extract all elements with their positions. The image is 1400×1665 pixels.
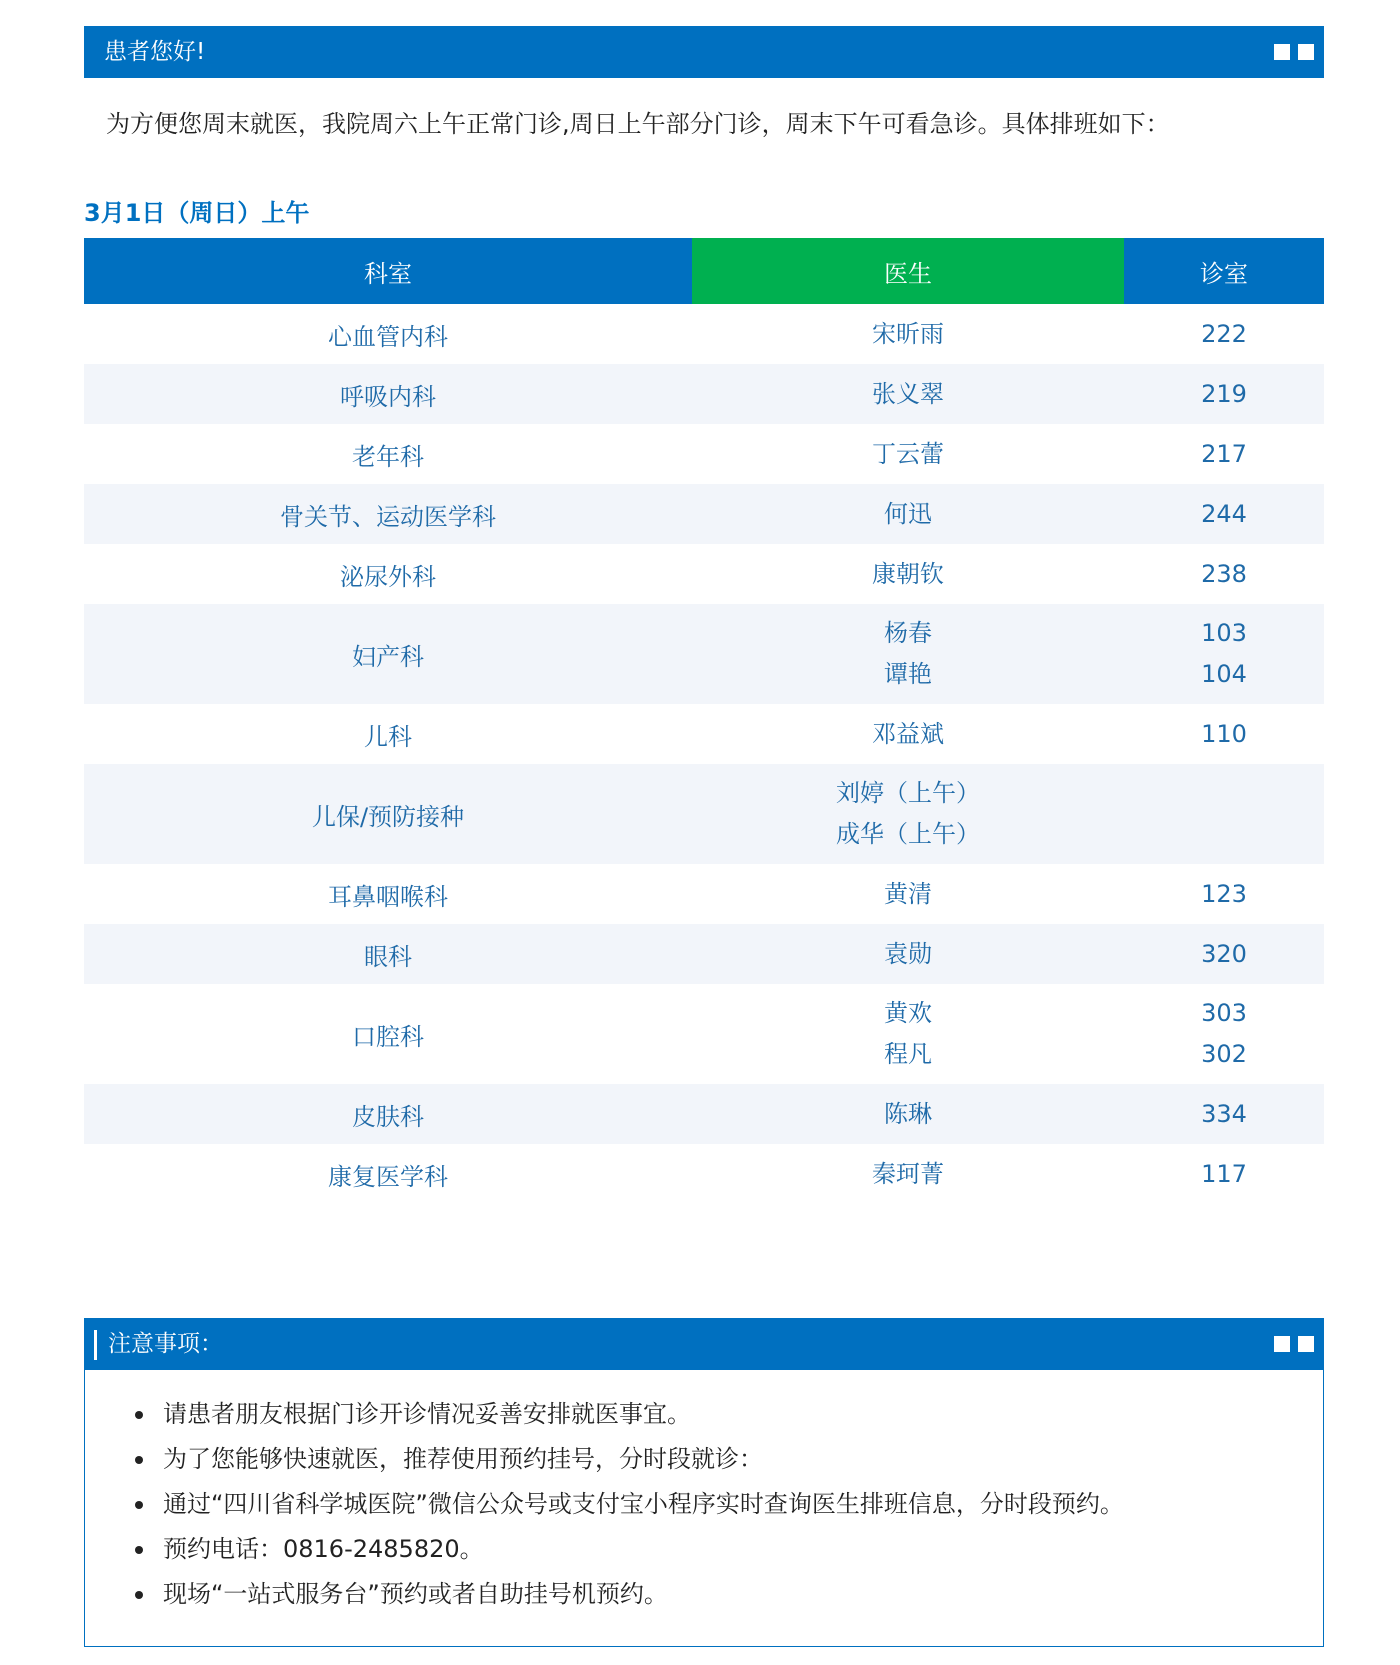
table-row [84,984,1324,1084]
doctor-name: 秦珂菁 [872,1159,944,1188]
notice-accent-bar [94,1330,97,1360]
table-row [84,544,1324,604]
room-number: 117 [1201,1159,1247,1188]
greeting-title: 患者您好! [104,39,206,65]
table-row [84,704,1324,764]
notice-item [135,1392,1124,1437]
square-icon [1298,1336,1314,1352]
doctor-name: 程凡 [884,1040,932,1068]
schedule-body [84,304,1324,1204]
notice-item [135,1572,1124,1617]
table-row [84,364,1324,424]
doctor-name: 宋昕雨 [872,319,944,348]
room-number: 222 [1201,319,1247,348]
room-number: 123 [1201,879,1247,908]
greeting-header-bar [84,26,1324,78]
doctor-name: 刘婷（上午） [836,779,980,807]
department-cell: 老年科 [352,442,424,471]
department-cell: 耳鼻咽喉科 [328,882,448,911]
doctor-name: 何迅 [884,499,932,528]
notice-list [135,1392,1124,1617]
room-cell [1124,364,1324,424]
room-cell [1124,864,1324,924]
department-cell: 呼吸内科 [84,364,692,424]
doctor-cell [692,984,1124,1084]
table-row [84,864,1324,924]
room-number: 320 [1201,939,1247,968]
header-room: 诊室 [1124,238,1324,304]
doctor-name: 黄清 [884,879,932,908]
bullet-icon [135,1501,143,1509]
header-doctor: 医生 [692,238,1124,304]
doctor-name: 谭艳 [884,660,932,688]
room-cell [1124,1084,1324,1144]
room-number: 104 [1201,660,1247,688]
notice-body [84,1370,1324,1647]
table-row [84,304,1324,364]
notice-squares-decoration [1266,1336,1314,1352]
bullet-icon [135,1591,143,1599]
doctor-cell [692,704,1124,764]
room-number: 217 [1201,439,1247,468]
room-cell [1124,424,1324,484]
table-row [84,764,1324,864]
intro-paragraph: 为方便您周末就医，我院周六上午正常门诊,周日上午部分门诊，周末下午可看急诊。具体排班如下： [106,110,1170,138]
doctor-name: 丁云蕾 [872,439,944,468]
table-row [84,484,1324,544]
doctor-name: 康朝钦 [872,559,944,588]
doctor-name: 黄欢 [884,999,932,1027]
notice-item [135,1527,1124,1572]
table-row [84,1144,1324,1204]
room-cell [1124,1144,1324,1204]
room-cell [1124,984,1324,1084]
notice-item-text: 现场“一站式服务台”预约或者自助挂号机预约。 [163,1580,668,1608]
room-cell [1124,544,1324,604]
doctor-cell [692,484,1124,544]
notice-item-text: 通过“四川省科学城医院”微信公众号或支付宝小程序实时查询医生排班信息，分时段预约。 [163,1490,1124,1518]
doctor-cell [692,864,1124,924]
bullet-icon [135,1456,143,1464]
department-cell: 儿科 [364,722,412,751]
room-number: 219 [1201,379,1247,408]
notice-item [135,1482,1124,1527]
room-number: 238 [1201,559,1247,588]
notice-item-text: 请患者朋友根据门诊开诊情况妥善安排就医事宜。 [163,1400,691,1428]
table-row [84,1084,1324,1144]
room-number: 244 [1201,499,1247,528]
table-header-row [84,238,1324,304]
department-cell: 眼科 [84,924,692,984]
department-cell: 妇产科 [84,604,692,704]
notice-title: 注意事项： [108,1331,223,1357]
room-cell [1124,484,1324,544]
doctor-cell [692,424,1124,484]
table-row [84,424,1324,484]
doctor-name: 成华（上午） [836,820,980,848]
square-icon [1274,1336,1290,1352]
doctor-cell [692,764,1124,864]
room-number: 334 [1201,1099,1247,1128]
schedule-date-title: 3月1日（周日）上午 [84,199,310,227]
department-cell: 泌尿外科 [340,562,436,591]
room-cell [1124,924,1324,984]
department-cell: 儿保/预防接种 [84,764,692,864]
doctor-cell [692,604,1124,704]
header-squares-decoration [1266,44,1314,60]
doctor-name: 袁勋 [884,939,932,968]
square-icon [1298,44,1314,60]
room-number: 103 [1201,619,1247,647]
department-cell: 心血管内科 [328,322,448,351]
doctor-cell [692,544,1124,604]
room-number: 110 [1201,719,1247,748]
table-row [84,604,1324,704]
doctor-cell [692,304,1124,364]
notice-header-bar [84,1318,1324,1370]
doctor-name: 陈琳 [884,1099,932,1128]
square-icon [1274,44,1290,60]
doctor-name: 张义翠 [872,379,944,408]
room-cell [1124,604,1324,704]
doctor-name: 杨春 [884,619,932,647]
department-cell: 康复医学科 [328,1162,448,1191]
bullet-icon [135,1546,143,1554]
bullet-icon [135,1411,143,1419]
department-cell: 骨关节、运动医学科 [84,484,692,544]
doctor-cell [692,1144,1124,1204]
header-department: 科室 [84,238,692,304]
department-cell: 皮肤科 [84,1084,692,1144]
room-cell [1124,304,1324,364]
room-number: 303 [1201,999,1247,1027]
notice-item [135,1437,1124,1482]
department-cell: 口腔科 [352,1022,424,1051]
schedule-table [84,238,1324,1204]
notice-item-text: 为了您能够快速就医，推荐使用预约挂号，分时段就诊： [163,1445,763,1473]
room-number: 302 [1201,1040,1247,1068]
doctor-cell [692,364,1124,424]
table-row [84,924,1324,984]
notice-item-text: 预约电话：0816-2485820。 [163,1535,484,1563]
room-cell [1124,764,1324,864]
doctor-name: 邓益斌 [872,719,944,748]
doctor-cell [692,1084,1124,1144]
doctor-cell [692,924,1124,984]
room-cell [1124,704,1324,764]
